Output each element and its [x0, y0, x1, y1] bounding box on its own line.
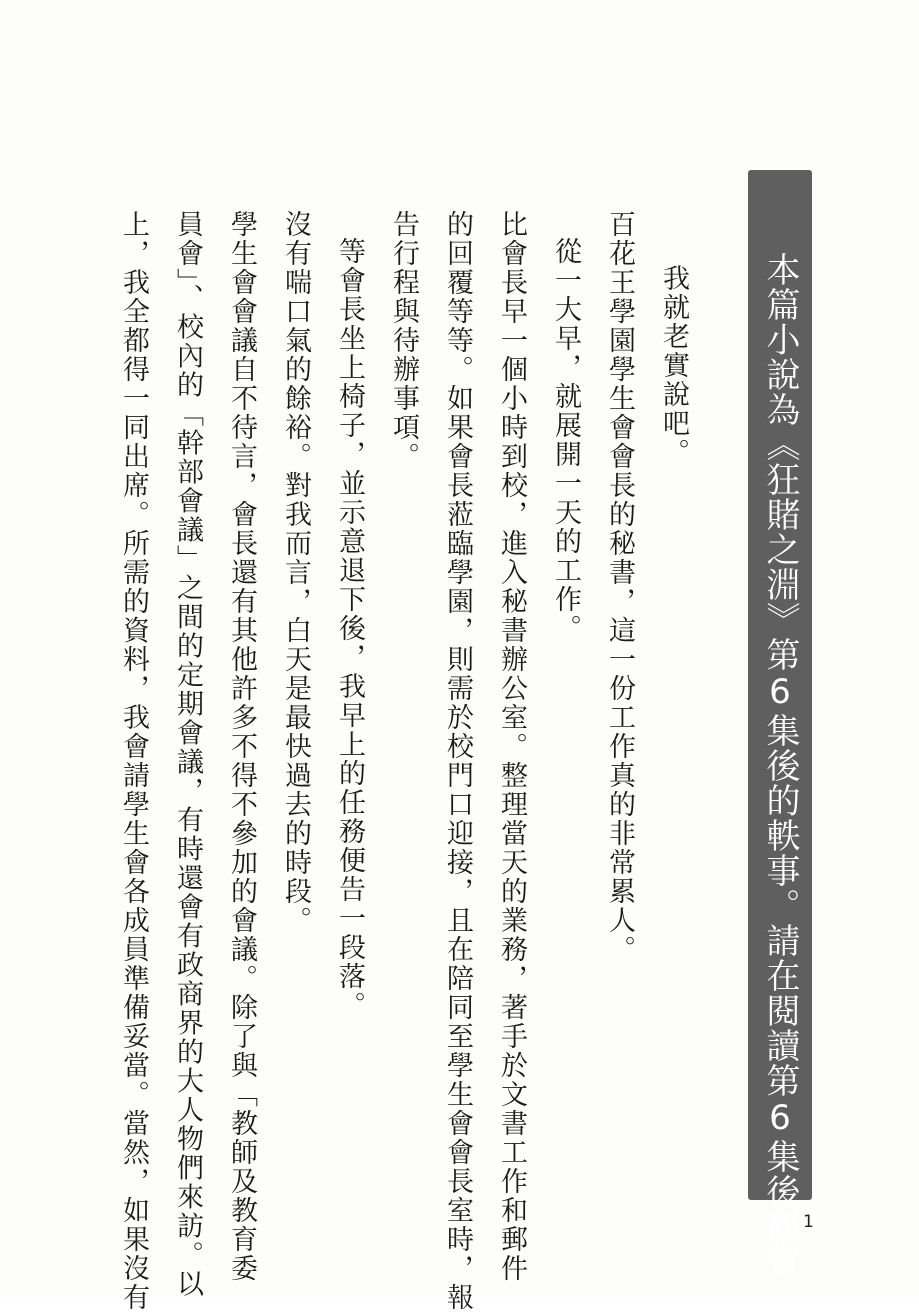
text-column: 等會長坐上椅子，並示意退下後，我早上的任務便告一段落。: [334, 237, 365, 1020]
spoiler-notice-text: 本篇小說為《狂賭之淵》第6集後的軼事。請在閱讀第6集後觀賞。: [760, 252, 800, 1314]
text-column: 員會」、校內的「幹部會議」之間的定期會議，有時還會有政商界的大人物們來訪。以: [172, 210, 203, 1299]
text-column: 上，我全都得一同出席。所需的資料，我會請學生會各成員準備妥當。當然，如果沒有: [118, 210, 149, 1312]
page-number: 1: [803, 1212, 814, 1232]
text-column: 比會長早一個小時到校，進入秘書辦公室。整理當天的業務，著手於文書工作和郵件: [496, 210, 527, 1283]
text-column: 告行程與待辦事項。: [388, 210, 419, 471]
spoiler-notice-box: [748, 170, 812, 1314]
text-column: 從一大早，就展開一天的工作。: [550, 237, 581, 643]
text-column: 我就老實說吧。: [658, 264, 689, 467]
body-text: [106, 210, 700, 1312]
text-column: 的回覆等等。如果會長蒞臨學園，則需於校門口迎接，且在陪同至學生會會長室時，報: [442, 210, 473, 1312]
text-column: 學生會會議自不待言，會長還有其他許多不得不參加的會議。除了與「教師及教育委: [226, 210, 257, 1283]
text-column: 百花王學園學生會會長的秘書，這一份工作真的非常累人。: [604, 210, 635, 964]
text-column: 沒有喘口氣的餘裕。對我而言，白天是最快過去的時段。: [280, 210, 311, 935]
